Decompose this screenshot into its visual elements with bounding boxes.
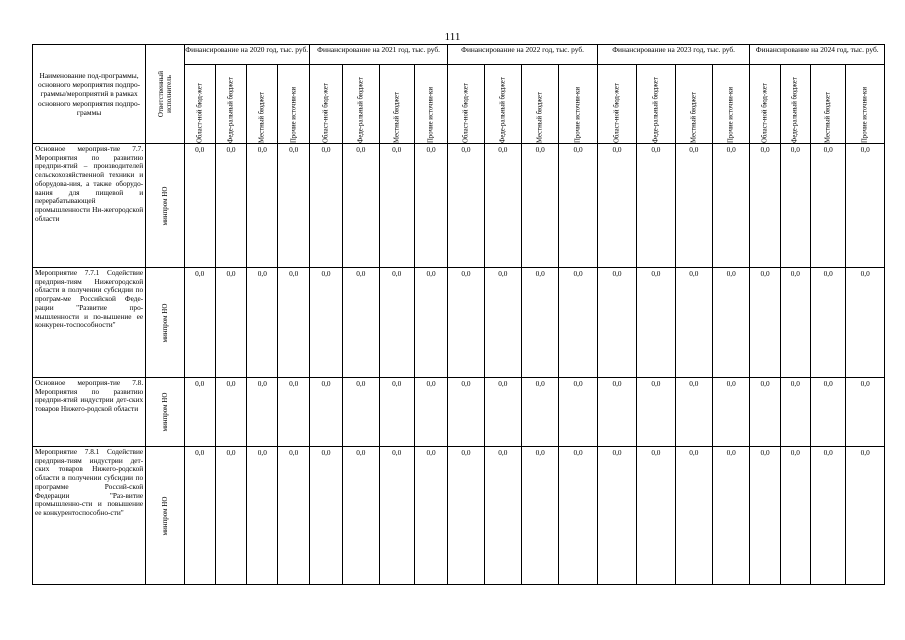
responsible-executor: минпром НО [160,496,169,535]
funding-value: 0,0 [597,144,636,268]
funding-value: 0,0 [448,144,484,268]
funding-value: 0,0 [278,378,309,447]
funding-value: 0,0 [247,144,278,268]
subheader-label: Прочие источни-ки [427,87,435,143]
funding-value: 0,0 [343,268,379,378]
header-responsible-column [146,45,184,144]
funding-value: 0,0 [675,447,712,585]
funding-value: 0,0 [712,447,749,585]
funding-value: 0,0 [215,268,246,378]
funding-value: 0,0 [379,144,414,268]
funding-value: 0,0 [379,378,414,447]
table-row [33,144,885,268]
subheader-label: Местный бюджет [536,92,544,143]
funding-value: 0,0 [559,447,597,585]
funding-value: 0,0 [309,447,342,585]
subheader-other-sources [278,65,309,144]
funding-value: 0,0 [184,447,215,585]
funding-value: 0,0 [750,447,780,585]
funding-value: 0,0 [597,447,636,585]
funding-value: 0,0 [559,378,597,447]
subheader-label: Област-ной бюд-жет [761,83,769,143]
subheader-regional-budget [597,65,636,144]
funding-value: 0,0 [810,447,845,585]
funding-value: 0,0 [597,268,636,378]
table-row [33,268,885,378]
funding-value: 0,0 [343,378,379,447]
funding-value: 0,0 [309,378,342,447]
subheader-label: Феде-ральный бюджет [357,77,365,143]
responsible-cell [146,268,184,378]
funding-value: 0,0 [414,144,447,268]
table-row [33,378,885,447]
responsible-executor: минпром НО [160,186,169,225]
responsible-cell [146,447,184,585]
subheader-label: Феде-ральный бюджет [499,77,507,143]
funding-value: 0,0 [522,144,559,268]
funding-value: 0,0 [810,268,845,378]
subheader-label: Феде-ральный бюджет [227,77,235,143]
funding-value: 0,0 [484,378,521,447]
funding-value: 0,0 [675,268,712,378]
table-row [33,447,885,585]
page-number: 111 [444,31,461,43]
funding-value: 0,0 [184,378,215,447]
subheader-label: Прочие источни-ки [727,87,735,143]
funding-value: 0,0 [780,447,810,585]
funding-value: 0,0 [184,268,215,378]
subheader-other-sources [846,65,885,144]
subheader-other-sources [559,65,597,144]
funding-value: 0,0 [637,447,675,585]
funding-value: 0,0 [780,268,810,378]
funding-value: 0,0 [780,378,810,447]
funding-value: 0,0 [712,378,749,447]
funding-value: 0,0 [559,268,597,378]
funding-value: 0,0 [846,268,885,378]
funding-value: 0,0 [750,268,780,378]
funding-value: 0,0 [278,268,309,378]
funding-value: 0,0 [379,268,414,378]
funding-value: 0,0 [810,378,845,447]
subheader-regional-budget [309,65,342,144]
activity-name: Мероприятие 7.7.1 Содействие предприя-тиям Нижегородской области в получении субсидии по програм-ме Российской Феде-рации "Развитие про-мышленности и по-вышение ее конкурен-тоспособности" [33,268,146,378]
header-year-2021: Финансирование на 2021 год, тыс. руб. [309,45,447,65]
responsible-cell [146,378,184,447]
funding-value: 0,0 [215,378,246,447]
subheader-local-budget [247,65,278,144]
header-year-2022: Финансирование на 2022 год, тыс. руб. [448,45,598,65]
funding-value: 0,0 [637,144,675,268]
subheader-local-budget [379,65,414,144]
subheader-other-sources [712,65,749,144]
funding-value: 0,0 [750,378,780,447]
subheader-local-budget [810,65,845,144]
funding-value: 0,0 [343,447,379,585]
responsible-executor: минпром НО [160,392,169,432]
header-year-2023: Финансирование на 2023 год, тыс. руб. [597,45,750,65]
funding-value: 0,0 [414,378,447,447]
header-responsible-label: Ответственный исполнитель [156,70,173,118]
header-year-2020: Финансирование на 2020 год, тыс. руб. [184,45,309,65]
funding-value: 0,0 [247,268,278,378]
subheader-label: Местный бюджет [392,92,400,143]
funding-value: 0,0 [522,268,559,378]
funding-value: 0,0 [414,447,447,585]
activity-name: Основное мероприя-тие 7.7. Мероприятия по развитию предпри-ятий – производителей сельскохозяйственной техники и оборудова-ния, а также оборудо-вания для пищевой и перерабатывающей промышленности Ни-жегородской области [33,144,146,268]
funding-value: 0,0 [522,447,559,585]
subheader-regional-budget [184,65,215,144]
funding-value: 0,0 [414,268,447,378]
subheader-label: Прочие источни-ки [574,87,582,143]
funding-value: 0,0 [343,144,379,268]
subheader-federal-budget [343,65,379,144]
funding-value: 0,0 [215,144,246,268]
funding-value: 0,0 [750,144,780,268]
funding-value: 0,0 [309,268,342,378]
funding-value: 0,0 [675,378,712,447]
funding-value: 0,0 [559,144,597,268]
funding-value: 0,0 [379,447,414,585]
subheader-local-budget [675,65,712,144]
responsible-cell [146,144,184,268]
subheader-label: Област-ной бюд-жет [195,83,203,143]
funding-value: 0,0 [448,378,484,447]
funding-value: 0,0 [846,144,885,268]
subheader-label: Област-ной бюд-жет [462,83,470,143]
funding-value: 0,0 [675,144,712,268]
funding-value: 0,0 [484,447,521,585]
subheader-regional-budget [448,65,484,144]
subheader-federal-budget [780,65,810,144]
subheader-label: Местный бюджет [690,92,698,143]
funding-value: 0,0 [637,268,675,378]
funding-value: 0,0 [597,378,636,447]
subheader-local-budget [522,65,559,144]
subheader-label: Феде-ральный бюджет [652,77,660,143]
subheader-label: Местный бюджет [824,92,832,143]
subheader-label: Прочие источни-ки [289,87,297,143]
subheader-federal-budget [215,65,246,144]
financing-table [32,44,885,585]
header-year-2024: Финансирование на 2024 год, тыс. руб. [750,45,885,65]
funding-value: 0,0 [278,447,309,585]
funding-value: 0,0 [448,268,484,378]
subheader-label: Област-ной бюд-жет [322,83,330,143]
responsible-executor: минпром НО [160,303,169,342]
funding-value: 0,0 [484,144,521,268]
funding-value: 0,0 [712,144,749,268]
funding-value: 0,0 [637,378,675,447]
funding-value: 0,0 [484,268,521,378]
funding-value: 0,0 [215,447,246,585]
funding-value: 0,0 [522,378,559,447]
header-name-column: Наименование под-программы, основного мероприятия подпро-граммы/мероприятий в рамках основного мероприятия подпро-граммы [33,45,146,144]
subheader-label: Местный бюджет [258,92,266,143]
subheader-label: Прочие источни-ки [861,87,869,143]
funding-value: 0,0 [247,378,278,447]
activity-name: Основное мероприя-тие 7.8. Мероприятия по развитию предпри-ятий индустрии дет-ских товаров Нижего-родской области [33,378,146,447]
subheader-label: Феде-ральный бюджет [791,77,799,143]
funding-value: 0,0 [448,447,484,585]
funding-value: 0,0 [846,447,885,585]
subheader-federal-budget [637,65,675,144]
subheader-federal-budget [484,65,521,144]
funding-value: 0,0 [846,378,885,447]
funding-value: 0,0 [184,144,215,268]
subheader-regional-budget [750,65,780,144]
subheader-label: Област-ной бюд-жет [613,83,621,143]
funding-value: 0,0 [278,144,309,268]
activity-name: Мероприятие 7.8.1 Содействие предприя-тиям индустрии дет-ских товаров Нижего-родской области в получении субсидии по программе Россий-ской Федерации "Раз-витие промышленно-сти и повышение ее конкурентоспособно-сти" [33,447,146,585]
funding-value: 0,0 [247,447,278,585]
funding-value: 0,0 [712,268,749,378]
subheader-other-sources [414,65,447,144]
funding-value: 0,0 [780,144,810,268]
funding-value: 0,0 [309,144,342,268]
funding-value: 0,0 [810,144,845,268]
